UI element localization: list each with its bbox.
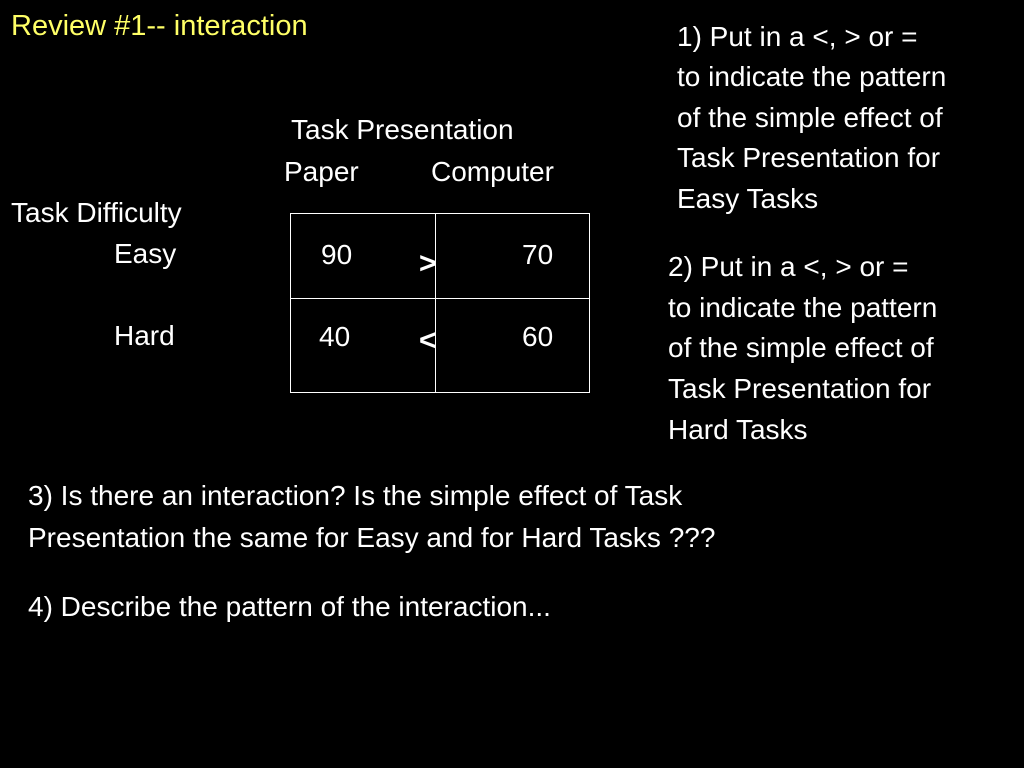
comparison-symbol-easy: >: [419, 247, 437, 280]
cell-value-easy-paper: 90: [321, 239, 353, 270]
question-2-line: 2) Put in a <, > or =: [668, 251, 909, 282]
row-factor-label: Task Difficulty: [11, 197, 182, 228]
column-header-computer: Computer: [431, 156, 554, 187]
cell-value-easy-computer: 70: [522, 239, 554, 270]
question-2-line: Task Presentation for: [668, 373, 932, 404]
question-1-line: Task Presentation for: [677, 142, 941, 173]
comparison-symbol-hard: <: [419, 324, 437, 357]
question-4: 4) Describe the pattern of the interaction...: [28, 591, 551, 622]
question-2-line: of the simple effect of: [668, 332, 934, 363]
cell-value-hard-computer: 60: [522, 321, 554, 352]
question-1-line: to indicate the pattern: [677, 61, 947, 92]
question-2-line: to indicate the pattern: [668, 292, 938, 323]
table-cell: [290, 213, 436, 299]
question-3-line: 3) Is there an interaction? Is the simple effect of Task: [28, 480, 683, 511]
question-1-line: of the simple effect of: [677, 102, 943, 133]
table-cell: [290, 298, 436, 393]
column-header-paper: Paper: [284, 156, 359, 187]
table-cell: [435, 213, 590, 299]
question-3-line: Presentation the same for Easy and for Hard Tasks ???: [28, 522, 716, 553]
question-1-line: 1) Put in a <, > or =: [677, 21, 918, 52]
table-cell: [435, 298, 590, 393]
row-label-hard: Hard: [114, 320, 175, 351]
cell-value-hard-paper: 40: [319, 321, 351, 352]
question-1-line: Easy Tasks: [677, 183, 819, 214]
row-label-easy: Easy: [114, 238, 177, 269]
question-2-line: Hard Tasks: [668, 414, 808, 445]
slide-title: Review #1-- interaction: [11, 10, 308, 42]
column-factor-label: Task Presentation: [291, 114, 514, 145]
